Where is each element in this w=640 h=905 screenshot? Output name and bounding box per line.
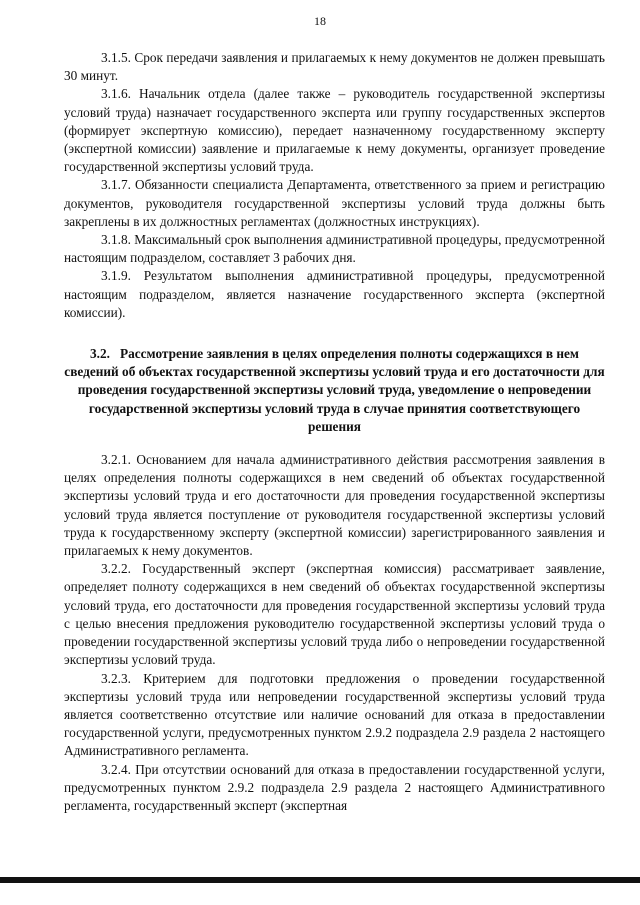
paragraph-3-2-3: 3.2.3. Критерием для подготовки предложения о проведении государственной экспертизы условий труда или непроведении государственной экспертизы условий труда является соответственно отсутствие или наличие оснований для отказа в предоставлении государственной услуги, предусмотренных пунктом 2.9.2 подраздела 2.9 раздела 2 настоящего Административного регламента.: [64, 670, 605, 759]
paragraph-3-2-2: 3.2.2. Государственный эксперт (экспертная комиссия) рассматривает заявление, определяет полноту содержащихся в нем сведений об объектах государственной экспертизы условий труда, его достаточности для проведения государственной экспертизы условий труда с целью внесения предложения руководителю государственной экспертизы условий труда о проведении государственной экспертизы условий труда либо о непроведении государственной экспертизы условий труда.: [64, 561, 605, 668]
paragraph-3-2-1: 3.2.1. Основанием для начала административного действия рассмотрения заявления в целях определения полноты содержащихся в нем сведений об объектах государственной экспертизы условий труда и его достаточности для проведения государственной экспертизы условий труда является поступление от руководителя государственной экспертизы условий труда к государственному эксперту (экспертной комиссии) зарегистрированного заявления и прилагаемых к нему документов.: [64, 452, 605, 559]
section-heading: [64, 345, 605, 436]
section-title: Рассмотрение заявления в целях определения полноты содержащихся в нем сведений об объектах государственной экспертизы условий труда и его достаточности для проведения государственной экспертизы условий труда, уведомление о непроведении государственной экспертизы условий труда в случае принятия соответствующего решения: [64, 346, 605, 434]
paragraph-3-1-7: 3.1.7. Обязанности специалиста Департамента, ответственного за прием и регистрацию документов, руководителя государственной экспертизы условий труда должны быть закреплены в их должностных регламентах (должностных инструкциях).: [64, 177, 605, 229]
document-body: [64, 49, 605, 815]
paragraph-3-1-8: 3.1.8. Максимальный срок выполнения административной процедуры, предусмотренной настоящим подразделом, составляет 3 рабочих дня.: [64, 232, 605, 266]
page-number: 18: [314, 14, 326, 28]
paragraph-3-1-5: 3.1.5. Срок передачи заявления и прилагаемых к нему документов не должен превышать 30 минут.: [64, 50, 605, 84]
paragraph-3-1-6: 3.1.6. Начальник отдела (далее также – руководитель государственной экспертизы условий труда) назначает государственного эксперта или группу государственных экспертов (формирует экспертную комиссию), передает назначенному государственному эксперту (экспертной комиссии) заявление и прилагаемые к нему документы, организует проведение государственной экспертизы условий труда.: [64, 86, 605, 175]
section-number: 3.2.: [90, 346, 110, 362]
bottom-rule: [0, 877, 640, 883]
paragraph-3-2-4: 3.2.4. При отсутствии оснований для отказа в предоставлении государственной услуги, предусмотренных пунктом 2.9.2 подраздела 2.9 раздела 2 настоящего Административного регламента, государственный эксперт (экспертная: [64, 761, 605, 813]
paragraph-3-1-9: 3.1.9. Результатом выполнения административной процедуры, предусмотренной настоящим подразделом, является назначение государственного эксперта (экспертной комиссии).: [64, 268, 605, 320]
